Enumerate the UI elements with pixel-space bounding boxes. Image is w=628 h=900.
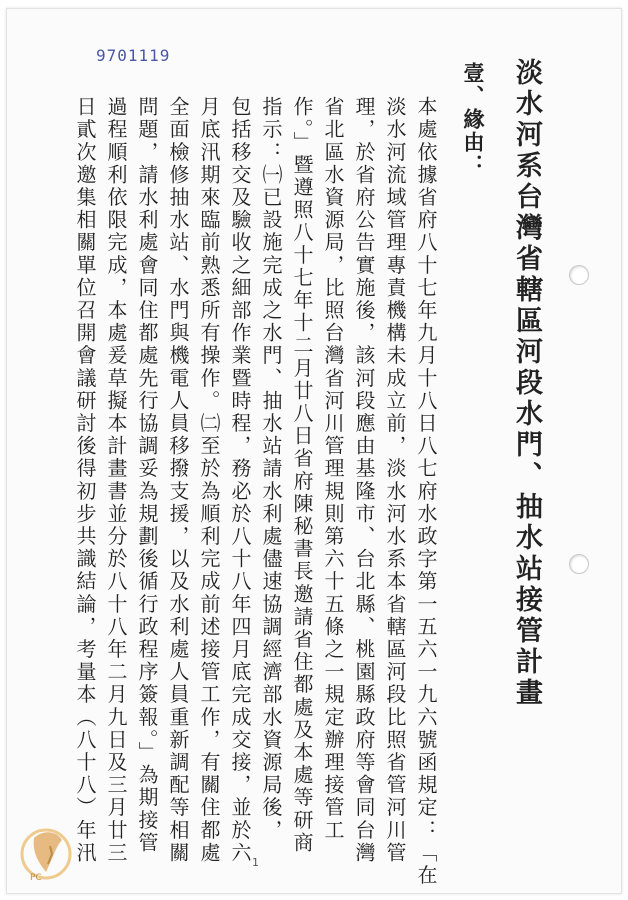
svg-text:PC: PC: [30, 873, 42, 883]
body-column: 本處依據省府八十七年九月十八日八七府水政字第一五六一九六號函規定：「在: [414, 96, 438, 887]
watermark-logo: [12, 820, 88, 886]
body-column: 淡水河流域管理專責機構未成立前，淡水河水系本省轄區河段比照省管河川管: [383, 96, 407, 865]
section-heading: 壹、緣由：: [461, 62, 486, 177]
punch-hole-bottom: [569, 554, 589, 574]
document-title: 淡水河系台灣省轄區河段水門、抽水站接管計畫: [511, 58, 542, 709]
body-column: 日貳次邀集相關單位召開會議研討後得初步共識結論，考量本（八十八）年汛: [73, 96, 97, 865]
body-column: 月底汛期來臨前熟悉所有操作。㈡至於為順利完成前述接管工作，有關住都處: [197, 96, 221, 865]
body-column: 包括移交及驗收之細部作業暨時程，務必於八十八年四月底完成交接，並於六: [228, 96, 252, 865]
page-number: 1: [252, 856, 259, 869]
document-stamp-number: 9701119: [96, 46, 171, 65]
punch-hole-top: [569, 265, 589, 285]
body-column: 全面檢修抽水站、水門與機電人員移撥支援，以及水利處人員重新調配等相關: [166, 96, 190, 865]
body-column: 過程順利依限完成，本處爰草擬本計畫書並分於八十八年二月九日及三月廿三: [104, 96, 128, 865]
body-column: 問題，請水利處會同住都處先行協調妥為規劃後循行政程序簽報。」為期接管: [135, 96, 159, 855]
body-column: 指示：㈠已設施完成之水門、抽水站請水利處儘速協調經濟部水資源局後，: [259, 96, 283, 842]
body-column: 作。」暨遵照八十七年十二月廿八日省府陳秘書長邀請省住都處及本處等研商: [290, 96, 314, 855]
body-column: 理，於省府公告實施後，該河段應由基隆市、台北縣、桃園縣政府等會同台灣: [352, 96, 376, 865]
body-column: 省北區水資源局，比照台灣省河川管理規則第六十五條之一規定辦理接管工: [321, 96, 345, 842]
